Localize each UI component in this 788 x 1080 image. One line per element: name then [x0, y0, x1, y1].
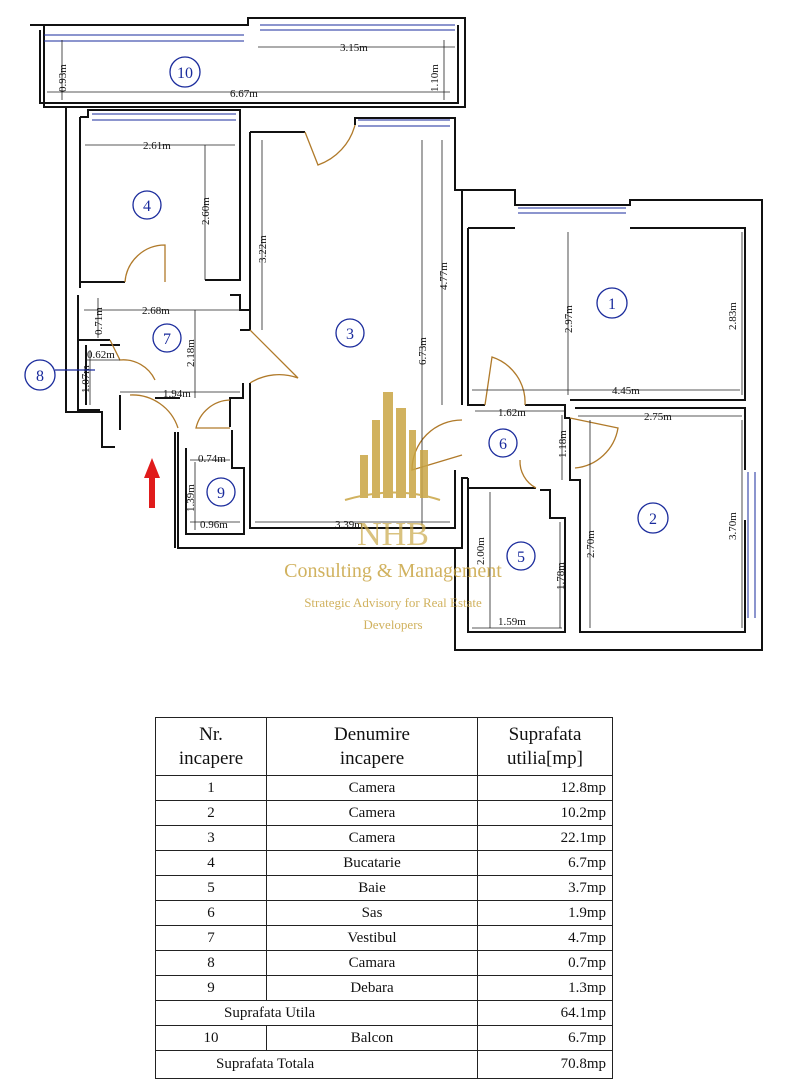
dim-room3-height: 4.77m: [438, 262, 450, 290]
table-row: 3 Camera 22.1mp: [156, 826, 613, 851]
dim-debara-top: 0.74m: [198, 453, 226, 465]
dim-balcony-length: 6.67m: [230, 88, 258, 100]
svg-text:5: 5: [517, 549, 525, 566]
dim-debara-height: 1.39m: [185, 484, 197, 512]
dim-hall-bottom: 1.94m: [163, 388, 191, 400]
dim-bath-height-left: 2.00m: [475, 537, 487, 565]
room-number-4: [133, 191, 161, 219]
table-row: 4 Bucatarie 6.7mp: [156, 851, 613, 876]
dim-sas-width: 1.62m: [498, 407, 526, 419]
dim-balcony-depth-right: 1.10m: [429, 64, 441, 92]
room-number-7: [153, 324, 181, 352]
svg-text:8: 8: [36, 368, 44, 385]
svg-text:6: 6: [499, 436, 507, 453]
table-row: 8 Camara 0.7mp: [156, 951, 613, 976]
svg-text:1: 1: [608, 296, 616, 313]
svg-text:4: 4: [143, 198, 151, 215]
dim-hall-height: 2.18m: [185, 339, 197, 367]
table-header-row: [156, 718, 613, 776]
dim-room1-width: 4.45m: [612, 385, 640, 397]
dim-bath-height-right: 1.78m: [555, 562, 567, 590]
table-row: 5 Baie 3.7mp: [156, 876, 613, 901]
dim-room1-height-right: 2.83m: [727, 302, 739, 330]
table-row: 1 Camera 12.8mp: [156, 776, 613, 801]
svg-text:10: 10: [177, 65, 193, 82]
entrance-arrow-icon: [144, 458, 160, 508]
room-number-9: [207, 478, 235, 506]
dim-debara-width: 0.96m: [200, 519, 228, 531]
table-row: 6 Sas 1.9mp: [156, 901, 613, 926]
watermark-line-2: Strategic Advisory for Real Estate: [304, 595, 482, 610]
dim-bath-width: 1.59m: [498, 616, 526, 628]
watermark-brand: NHB: [357, 516, 429, 553]
watermark-logo: [284, 392, 502, 632]
dim-pantry-height: 1.07m: [80, 365, 92, 393]
area-table: [155, 717, 613, 1079]
balcony-row: 10 Balcon 6.7mp: [156, 1026, 613, 1051]
room-number-1: [597, 288, 627, 318]
table-row: 2 Camera 10.2mp: [156, 801, 613, 826]
dim-hall-width: 2.68m: [142, 305, 170, 317]
dim-balcony-width: 3.15m: [340, 42, 368, 54]
room-number-3: [336, 319, 364, 347]
dim-kitchen-width: 2.61m: [143, 140, 171, 152]
dim-room2-height-left: 2.70m: [585, 530, 597, 558]
header-nr: Nr. incapere: [156, 718, 267, 776]
dim-balcony-depth-left: 0.93m: [57, 64, 69, 92]
table-row: 9 Debara 1.3mp: [156, 976, 613, 1001]
watermark-line-3: Developers: [363, 617, 423, 632]
dim-room3-full: 6.73m: [417, 337, 429, 365]
svg-text:2: 2: [649, 511, 657, 528]
dim-room3-width: 3.39m: [335, 519, 363, 531]
dim-room2-width: 2.75m: [644, 411, 672, 423]
dim-hall-left: 0.71m: [93, 307, 105, 335]
useful-area-row: Suprafata Utila 64.1mp: [156, 1001, 613, 1026]
room-number-8: [25, 360, 55, 390]
svg-text:9: 9: [217, 485, 225, 502]
dim-room2-height-right: 3.70m: [727, 512, 739, 540]
svg-text:3: 3: [346, 326, 354, 343]
doors: [110, 125, 618, 488]
svg-text:7: 7: [163, 331, 171, 348]
dim-room1-height-left: 2.97m: [563, 305, 575, 333]
watermark-line-1: Consulting & Management: [284, 560, 502, 582]
room-number-2: [638, 503, 668, 533]
header-name: Denumire incapere: [267, 718, 478, 776]
dim-sas-height: 1.18m: [557, 430, 569, 458]
dim-kitchen-height: 2.60m: [200, 197, 212, 225]
walls: [30, 18, 762, 650]
header-area: Suprafata utilia[mp]: [478, 718, 613, 776]
dim-room3-upper: 3.22m: [257, 235, 269, 263]
dim-pantry-width: 0.62m: [87, 349, 115, 361]
room-number-10: [170, 57, 200, 87]
watermark-buildings-icon: [360, 392, 428, 498]
table-row: 7 Vestibul 4.7mp: [156, 926, 613, 951]
room-number-6: [489, 429, 517, 457]
room-number-5: [507, 542, 535, 570]
total-area-row: Suprafata Totala 70.8mp: [156, 1051, 613, 1079]
